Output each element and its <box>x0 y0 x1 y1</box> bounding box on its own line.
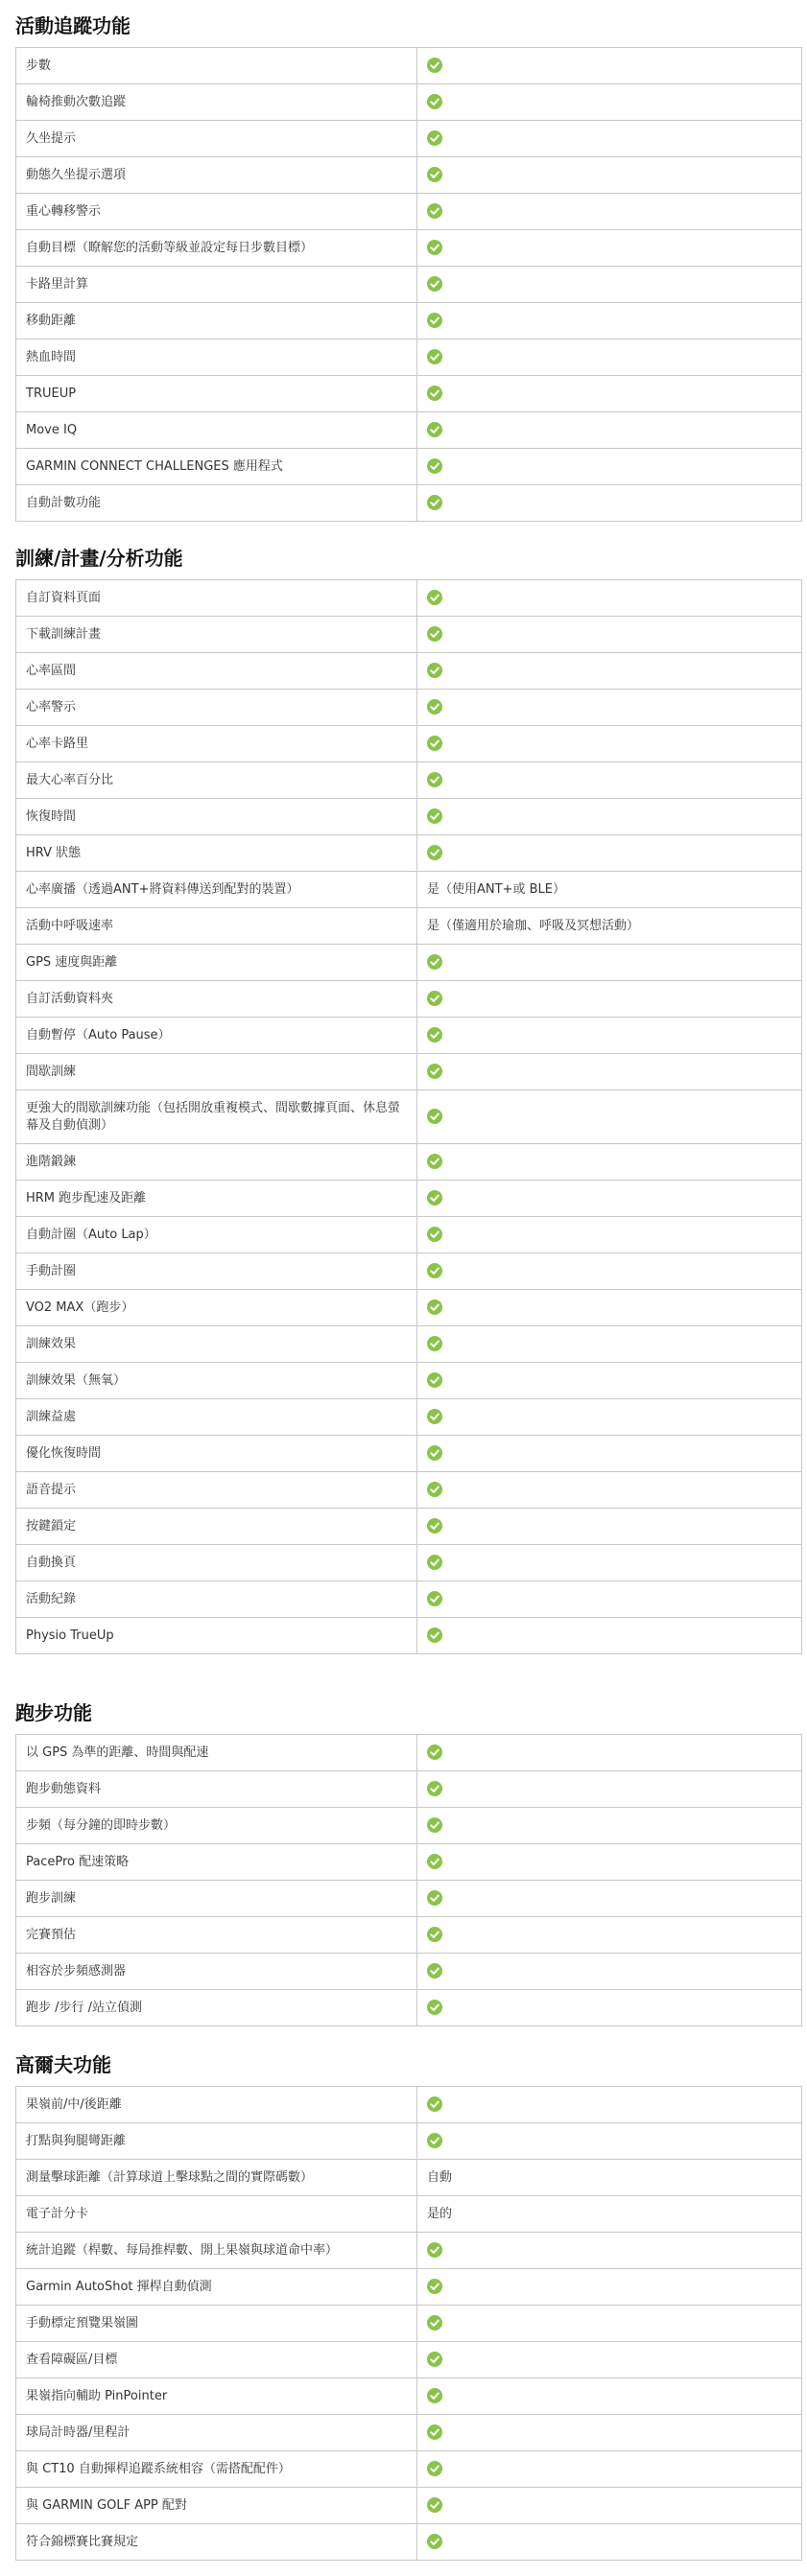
feature-value: 是（僅適用於瑜珈、呼吸及冥想活動） <box>417 908 802 945</box>
feature-label: 果嶺前/中/後距離 <box>16 2087 417 2123</box>
feature-supported-cell <box>417 762 802 799</box>
feature-supported-cell <box>417 1018 802 1054</box>
table-row <box>16 2269 802 2306</box>
feature-supported-cell <box>417 1808 802 1844</box>
feature-label: 訓練益處 <box>16 1399 417 1436</box>
feature-label: 查看障礙區/目標 <box>16 2342 417 2378</box>
feature-supported-cell <box>417 2233 802 2269</box>
feature-label: 輪椅推動次數追蹤 <box>16 84 417 121</box>
table-row <box>16 230 802 267</box>
table-row <box>16 1844 802 1881</box>
feature-supported-cell <box>417 1735 802 1771</box>
feature-label: 動態久坐提示選項 <box>16 157 417 194</box>
table-row <box>16 2415 802 2451</box>
feature-supported-cell <box>417 2524 802 2561</box>
table-row <box>16 1735 802 1771</box>
table-row <box>16 340 802 376</box>
checkmark-icon <box>427 1300 442 1315</box>
checkmark-icon <box>427 130 442 146</box>
feature-supported-cell <box>417 1290 802 1326</box>
feature-supported-cell <box>417 2451 802 2488</box>
table-row <box>16 1472 802 1509</box>
section-running-features <box>15 1698 800 2015</box>
feature-label: 果嶺指向輔助 PinPointer <box>16 2378 417 2415</box>
checkmark-icon <box>427 2461 442 2476</box>
feature-label: 自動換頁 <box>16 1545 417 1581</box>
checkmark-icon <box>427 991 442 1006</box>
table-row <box>16 690 802 726</box>
feature-label: 語音提示 <box>16 1472 417 1509</box>
feature-supported-cell <box>417 1363 802 1399</box>
feature-label: 更強大的間歇訓練功能（包括開放重複模式、間歇數據頁面、休息螢幕及自動偵測） <box>16 1090 417 1144</box>
feature-label: 自動暫停（Auto Pause） <box>16 1018 417 1054</box>
checkmark-icon <box>427 386 442 401</box>
feature-label: 符合錦標賽比賽規定 <box>16 2524 417 2561</box>
table-row <box>16 1217 802 1253</box>
feature-label: 重心轉移警示 <box>16 194 417 230</box>
checkmark-icon <box>427 1064 442 1079</box>
table-row <box>16 1917 802 1954</box>
feature-label: 跑步動態資料 <box>16 1771 417 1808</box>
checkmark-icon <box>427 1027 442 1042</box>
section-title: 高爾夫功能 <box>15 2053 111 2076</box>
checkmark-icon <box>427 2424 442 2440</box>
feature-supported-cell <box>417 1844 802 1881</box>
feature-label: 手動標定預覽果嶺圖 <box>16 2306 417 2342</box>
checkmark-icon <box>427 2534 442 2549</box>
checkmark-icon <box>427 590 442 605</box>
checkmark-icon <box>427 1927 442 1942</box>
checkmark-icon <box>427 1591 442 1606</box>
checkmark-icon <box>427 2279 442 2294</box>
checkmark-icon <box>427 626 442 642</box>
table-row <box>16 1181 802 1217</box>
feature-supported-cell <box>417 2306 802 2342</box>
feature-label: 久坐提示 <box>16 121 417 157</box>
feature-supported-cell <box>417 303 802 340</box>
table-row <box>16 2488 802 2524</box>
feature-supported-cell <box>417 1545 802 1581</box>
feature-supported-cell <box>417 194 802 230</box>
feature-label: GARMIN CONNECT CHALLENGES 應用程式 <box>16 449 417 485</box>
feature-label: 下載訓練計畫 <box>16 617 417 653</box>
feature-supported-cell <box>417 412 802 449</box>
checkmark-icon <box>427 1555 442 1570</box>
table-row <box>16 1326 802 1363</box>
feature-label: 心率區間 <box>16 653 417 690</box>
table-row <box>16 2306 802 2342</box>
feature-supported-cell <box>417 1054 802 1090</box>
feature-supported-cell <box>417 2123 802 2160</box>
table-row <box>16 1436 802 1472</box>
checkmark-icon <box>427 1890 442 1906</box>
feature-label: 球局計時器/里程計 <box>16 2415 417 2451</box>
feature-label: 活動中呼吸速率 <box>16 908 417 945</box>
feature-supported-cell <box>417 617 802 653</box>
feature-supported-cell <box>417 945 802 981</box>
table-row <box>16 2342 802 2378</box>
checkmark-icon <box>427 1817 442 1833</box>
table-row <box>16 2196 802 2233</box>
feature-supported-cell <box>417 1217 802 1253</box>
feature-supported-cell <box>417 1581 802 1618</box>
feature-label: 自動目標（瞭解您的活動等級並設定每日步數目標） <box>16 230 417 267</box>
checkmark-icon <box>427 1263 442 1278</box>
table-row <box>16 84 802 121</box>
section-title: 訓練/計畫/分析功能 <box>15 547 183 570</box>
feature-label: 以 GPS 為準的距離、時間與配速 <box>16 1735 417 1771</box>
feature-supported-cell <box>417 981 802 1018</box>
table-row <box>16 303 802 340</box>
feature-supported-cell <box>417 1472 802 1509</box>
feature-table <box>15 47 802 522</box>
table-row <box>16 2087 802 2123</box>
feature-supported-cell <box>417 2415 802 2451</box>
table-row <box>16 2451 802 2488</box>
table-row <box>16 653 802 690</box>
feature-supported-cell <box>417 1181 802 1217</box>
feature-supported-cell <box>417 267 802 303</box>
checkmark-icon <box>427 845 442 860</box>
feature-label: 心率警示 <box>16 690 417 726</box>
checkmark-icon <box>427 1445 442 1461</box>
feature-label: 心率卡路里 <box>16 726 417 762</box>
checkmark-icon <box>427 422 442 437</box>
table-row <box>16 762 802 799</box>
feature-label: 與 CT10 自動揮桿追蹤系統相容（需搭配配件） <box>16 2451 417 2488</box>
checkmark-icon <box>427 2000 442 2015</box>
checkmark-icon <box>427 203 442 219</box>
checkmark-icon <box>427 663 442 678</box>
table-row <box>16 981 802 1018</box>
table-row <box>16 48 802 84</box>
checkmark-icon <box>427 736 442 751</box>
feature-label: 恢復時間 <box>16 799 417 835</box>
table-row <box>16 908 802 945</box>
feature-supported-cell <box>417 340 802 376</box>
feature-supported-cell <box>417 726 802 762</box>
feature-supported-cell <box>417 376 802 412</box>
table-row <box>16 194 802 230</box>
checkmark-icon <box>427 1963 442 1979</box>
feature-label: PacePro 配速策略 <box>16 1844 417 1881</box>
table-row <box>16 1581 802 1618</box>
table-row <box>16 726 802 762</box>
checkmark-icon <box>427 349 442 364</box>
feature-label: 自訂活動資料夾 <box>16 981 417 1018</box>
checkmark-icon <box>427 1227 442 1242</box>
checkmark-icon <box>427 1745 442 1760</box>
table-row <box>16 1144 802 1181</box>
feature-label: 電子計分卡 <box>16 2196 417 2233</box>
feature-supported-cell <box>417 2488 802 2524</box>
checkmark-icon <box>427 94 442 109</box>
checkmark-icon <box>427 276 442 292</box>
checkmark-icon <box>427 240 442 255</box>
feature-supported-cell <box>417 2342 802 2378</box>
feature-supported-cell <box>417 1326 802 1363</box>
feature-label: 自訂資料頁面 <box>16 580 417 617</box>
checkmark-icon <box>427 1109 442 1124</box>
feature-label: 跑步訓練 <box>16 1881 417 1917</box>
feature-table <box>15 1734 802 2026</box>
feature-label: 移動距離 <box>16 303 417 340</box>
feature-label: Move IQ <box>16 412 417 449</box>
feature-label: 卡路里計算 <box>16 267 417 303</box>
table-row <box>16 799 802 835</box>
checkmark-icon <box>427 1372 442 1388</box>
feature-supported-cell <box>417 1917 802 1954</box>
checkmark-icon <box>427 58 442 73</box>
feature-supported-cell <box>417 1990 802 2026</box>
feature-supported-cell <box>417 84 802 121</box>
feature-supported-cell <box>417 1144 802 1181</box>
feature-supported-cell <box>417 230 802 267</box>
table-row <box>16 1881 802 1917</box>
section-title: 活動追蹤功能 <box>15 14 131 37</box>
feature-label: 步頻（每分鐘的即時步數） <box>16 1808 417 1844</box>
checkmark-icon <box>427 1781 442 1796</box>
feature-supported-cell <box>417 1954 802 1990</box>
checkmark-icon <box>427 495 442 510</box>
feature-label: 優化恢復時間 <box>16 1436 417 1472</box>
checkmark-icon <box>427 1336 442 1351</box>
feature-supported-cell <box>417 121 802 157</box>
feature-label: 跑步 /步行 /站立偵測 <box>16 1990 417 2026</box>
feature-label: VO2 MAX（跑步） <box>16 1290 417 1326</box>
feature-supported-cell <box>417 1399 802 1436</box>
feature-value: 是（使用ANT+或 BLE） <box>417 872 802 908</box>
feature-label: 訓練效果（無氧） <box>16 1363 417 1399</box>
checkmark-icon <box>427 1154 442 1169</box>
feature-label: Physio TrueUp <box>16 1618 417 1654</box>
section-golf-features <box>15 2050 800 2549</box>
feature-label: 統計追蹤（桿數、每局推桿數、開上果嶺與球道命中率） <box>16 2233 417 2269</box>
feature-supported-cell <box>417 653 802 690</box>
checkmark-icon <box>427 1482 442 1497</box>
feature-supported-cell <box>417 449 802 485</box>
table-row <box>16 412 802 449</box>
table-row <box>16 1363 802 1399</box>
checkmark-icon <box>427 2315 442 2330</box>
feature-supported-cell <box>417 1253 802 1290</box>
table-row <box>16 157 802 194</box>
checkmark-icon <box>427 167 442 182</box>
table-row <box>16 2160 802 2196</box>
checkmark-icon <box>427 1409 442 1424</box>
table-row <box>16 1054 802 1090</box>
feature-label: GPS 速度與距離 <box>16 945 417 981</box>
feature-label: 測量擊球距離（計算球道上擊球點之間的實際碼數） <box>16 2160 417 2196</box>
feature-label: 按鍵鎖定 <box>16 1509 417 1545</box>
feature-supported-cell <box>417 2378 802 2415</box>
feature-label: 最大心率百分比 <box>16 762 417 799</box>
table-row <box>16 1253 802 1290</box>
table-row <box>16 580 802 617</box>
feature-supported-cell <box>417 1618 802 1654</box>
table-row <box>16 1954 802 1990</box>
table-row <box>16 1018 802 1054</box>
table-row <box>16 1090 802 1144</box>
feature-supported-cell <box>417 1881 802 1917</box>
feature-value: 自動 <box>417 2160 802 2196</box>
feature-supported-cell <box>417 2087 802 2123</box>
feature-supported-cell <box>417 48 802 84</box>
table-row <box>16 2233 802 2269</box>
table-row <box>16 835 802 872</box>
table-row <box>16 2123 802 2160</box>
feature-supported-cell <box>417 1771 802 1808</box>
feature-value: 是的 <box>417 2196 802 2233</box>
checkmark-icon <box>427 772 442 787</box>
feature-supported-cell <box>417 1509 802 1545</box>
feature-label: HRV 狀態 <box>16 835 417 872</box>
table-row <box>16 485 802 522</box>
table-row <box>16 376 802 412</box>
feature-supported-cell <box>417 157 802 194</box>
checkmark-icon <box>427 2133 442 2148</box>
feature-supported-cell <box>417 485 802 522</box>
checkmark-icon <box>427 2497 442 2513</box>
checkmark-icon <box>427 458 442 474</box>
section-activity-tracking <box>15 12 800 510</box>
table-row <box>16 121 802 157</box>
checkmark-icon <box>427 313 442 328</box>
feature-label: 熱血時間 <box>16 340 417 376</box>
checkmark-icon <box>427 2242 442 2258</box>
section-title: 跑步功能 <box>15 1701 92 1724</box>
feature-label: 自動計數功能 <box>16 485 417 522</box>
table-row <box>16 1618 802 1654</box>
feature-table <box>15 2086 802 2561</box>
checkmark-icon <box>427 1854 442 1869</box>
checkmark-icon <box>427 808 442 824</box>
table-row <box>16 2524 802 2561</box>
feature-supported-cell <box>417 2269 802 2306</box>
table-row <box>16 267 802 303</box>
table-row <box>16 449 802 485</box>
feature-label: 完賽預估 <box>16 1917 417 1954</box>
checkmark-icon <box>427 1190 442 1206</box>
table-row <box>16 1808 802 1844</box>
feature-label: 自動計圈（Auto Lap） <box>16 1217 417 1253</box>
feature-label: 打點與狗腿彎距離 <box>16 2123 417 2160</box>
feature-label: 心率廣播（透過ANT+將資料傳送到配對的裝置） <box>16 872 417 908</box>
table-row <box>16 1509 802 1545</box>
table-row <box>16 1771 802 1808</box>
checkmark-icon <box>427 1518 442 1534</box>
feature-table <box>15 579 802 1654</box>
table-row <box>16 2378 802 2415</box>
table-row <box>16 1990 802 2026</box>
feature-label: 手動計圈 <box>16 1253 417 1290</box>
feature-label: HRM 跑步配速及距離 <box>16 1181 417 1217</box>
table-row <box>16 617 802 653</box>
checkmark-icon <box>427 2352 442 2367</box>
feature-supported-cell <box>417 835 802 872</box>
section-training-planning-analysis <box>15 544 800 1643</box>
checkmark-icon <box>427 954 442 970</box>
table-row <box>16 1545 802 1581</box>
feature-label: 與 GARMIN GOLF APP 配對 <box>16 2488 417 2524</box>
feature-supported-cell <box>417 1436 802 1472</box>
feature-supported-cell <box>417 690 802 726</box>
feature-supported-cell <box>417 1090 802 1144</box>
feature-label: Garmin AutoShot 揮桿自動偵測 <box>16 2269 417 2306</box>
feature-supported-cell <box>417 799 802 835</box>
table-row <box>16 1290 802 1326</box>
table-row <box>16 1399 802 1436</box>
checkmark-icon <box>427 1628 442 1643</box>
checkmark-icon <box>427 2388 442 2403</box>
feature-label: 進階鍛鍊 <box>16 1144 417 1181</box>
feature-label: 相容於步頻感測器 <box>16 1954 417 1990</box>
feature-label: 訓練效果 <box>16 1326 417 1363</box>
feature-label: TRUEUP <box>16 376 417 412</box>
table-row <box>16 872 802 908</box>
feature-supported-cell <box>417 580 802 617</box>
checkmark-icon <box>427 2096 442 2112</box>
checkmark-icon <box>427 699 442 714</box>
feature-label: 步數 <box>16 48 417 84</box>
table-row <box>16 945 802 981</box>
feature-label: 活動紀錄 <box>16 1581 417 1618</box>
feature-label: 間歇訓練 <box>16 1054 417 1090</box>
